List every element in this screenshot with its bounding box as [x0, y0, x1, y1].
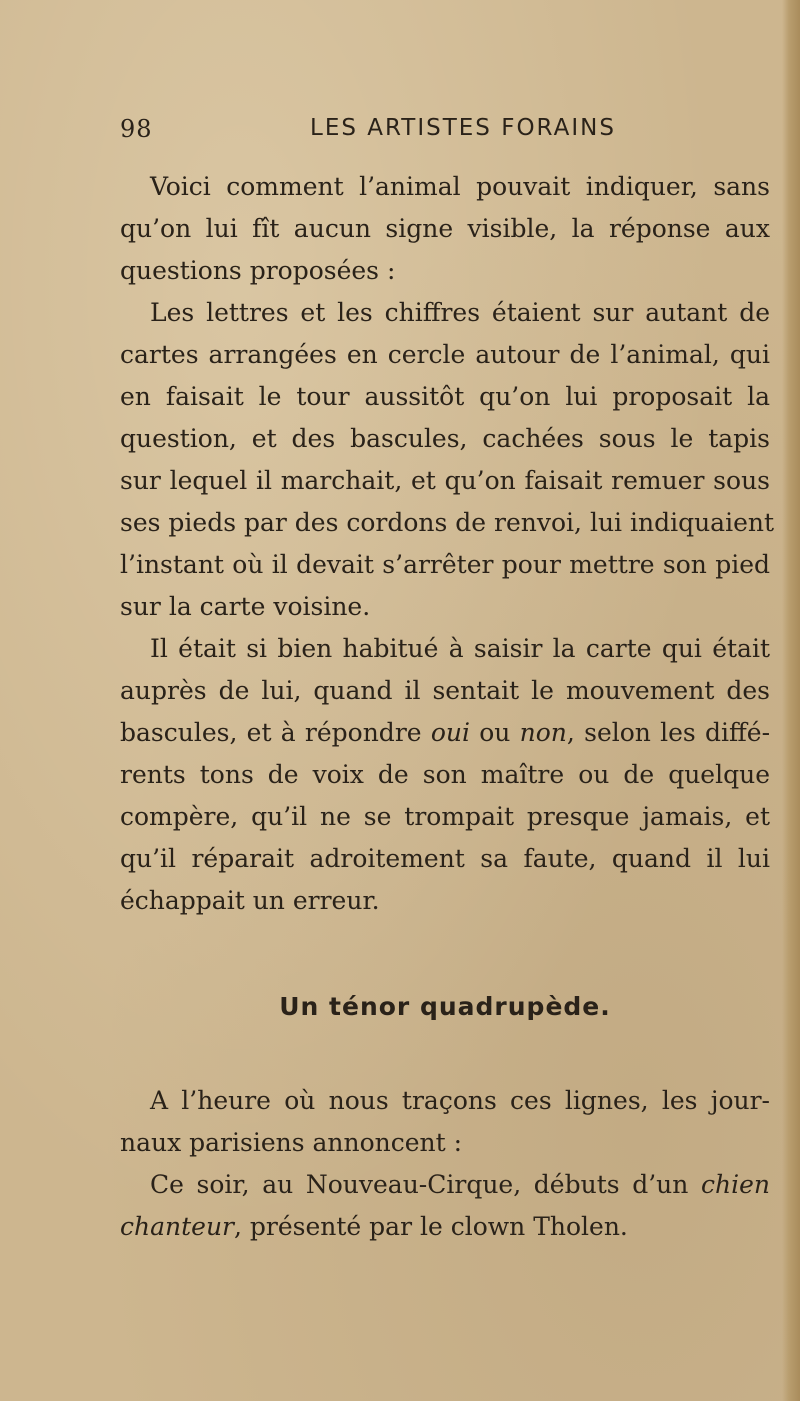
- text-fragment: , selon les diffé-: [566, 718, 771, 747]
- text-line: question, et des bascules, cachées sous le tapis: [120, 424, 770, 453]
- text-fragment: ou: [469, 718, 520, 747]
- page-edge: [782, 0, 800, 1401]
- paragraph: [120, 166, 770, 292]
- text-line: auprès de lui, quand il sentait le mouvement des: [120, 676, 770, 705]
- text-line: Il était si bien habitué à saisir la carte qui était: [150, 634, 770, 663]
- text-line: cartes arrangées en cercle autour de l’animal, qui: [120, 340, 770, 369]
- text-line: compère, qu’il ne se trompait presque jamais, et: [120, 802, 770, 831]
- paragraph: [120, 1164, 770, 1248]
- paragraph: [120, 1080, 770, 1164]
- text-line: échappait un erreur.: [120, 886, 380, 915]
- text-line: qu’on lui fît aucun signe visible, la réponse aux: [120, 214, 770, 243]
- italic-word: oui: [430, 718, 470, 747]
- text-line: A l’heure où nous traçons ces lignes, les jour-: [150, 1086, 770, 1115]
- running-title: LES ARTISTES FORAINS: [310, 115, 616, 141]
- text-line: Voici comment l’animal pouvait indiquer, sans: [150, 172, 770, 201]
- section-heading: Un ténor quadrupède.: [279, 992, 611, 1021]
- text-fragment: bascules, et à répondre: [120, 718, 431, 747]
- text-line-with-italics: [120, 1206, 770, 1248]
- italic-word: chien: [701, 1170, 770, 1199]
- text-line: sur la carte voisine.: [120, 592, 371, 621]
- italic-word: non: [519, 718, 567, 747]
- text-line: questions proposées :: [120, 256, 396, 285]
- paragraph: [120, 292, 775, 628]
- text-line: ses pieds par des cordons de renvoi, lui indiquaient: [120, 508, 775, 537]
- text-line: l’instant où il devait s’arrêter pour mettre son pied: [120, 550, 770, 579]
- text-line-with-italics: [120, 712, 770, 754]
- page-number: 98: [120, 115, 153, 143]
- text-fragment: , présenté par le clown Tholen.: [234, 1212, 628, 1241]
- text-line: Les lettres et les chiffres étaient sur autant de: [150, 298, 770, 327]
- text-line: en faisait le tour aussitôt qu’on lui proposait la: [120, 382, 770, 411]
- text-line: sur lequel il marchait, et qu’on faisait remuer sous: [120, 466, 770, 495]
- text-fragment: Ce soir, au Nouveau-Cirque, débuts d’un: [150, 1170, 701, 1199]
- page-header: [120, 115, 640, 151]
- paragraph: [120, 628, 770, 922]
- italic-word: chanteur: [120, 1212, 235, 1241]
- text-line: naux parisiens annoncent :: [120, 1128, 463, 1157]
- body-text-bottom: [120, 1080, 770, 1248]
- text-line: qu’il réparait adroitement sa faute, quand il lui: [120, 844, 770, 873]
- body-text-top: [120, 166, 775, 922]
- text-line-with-italics: [120, 1164, 770, 1206]
- text-line: rents tons de voix de son maître ou de quelque: [120, 760, 770, 789]
